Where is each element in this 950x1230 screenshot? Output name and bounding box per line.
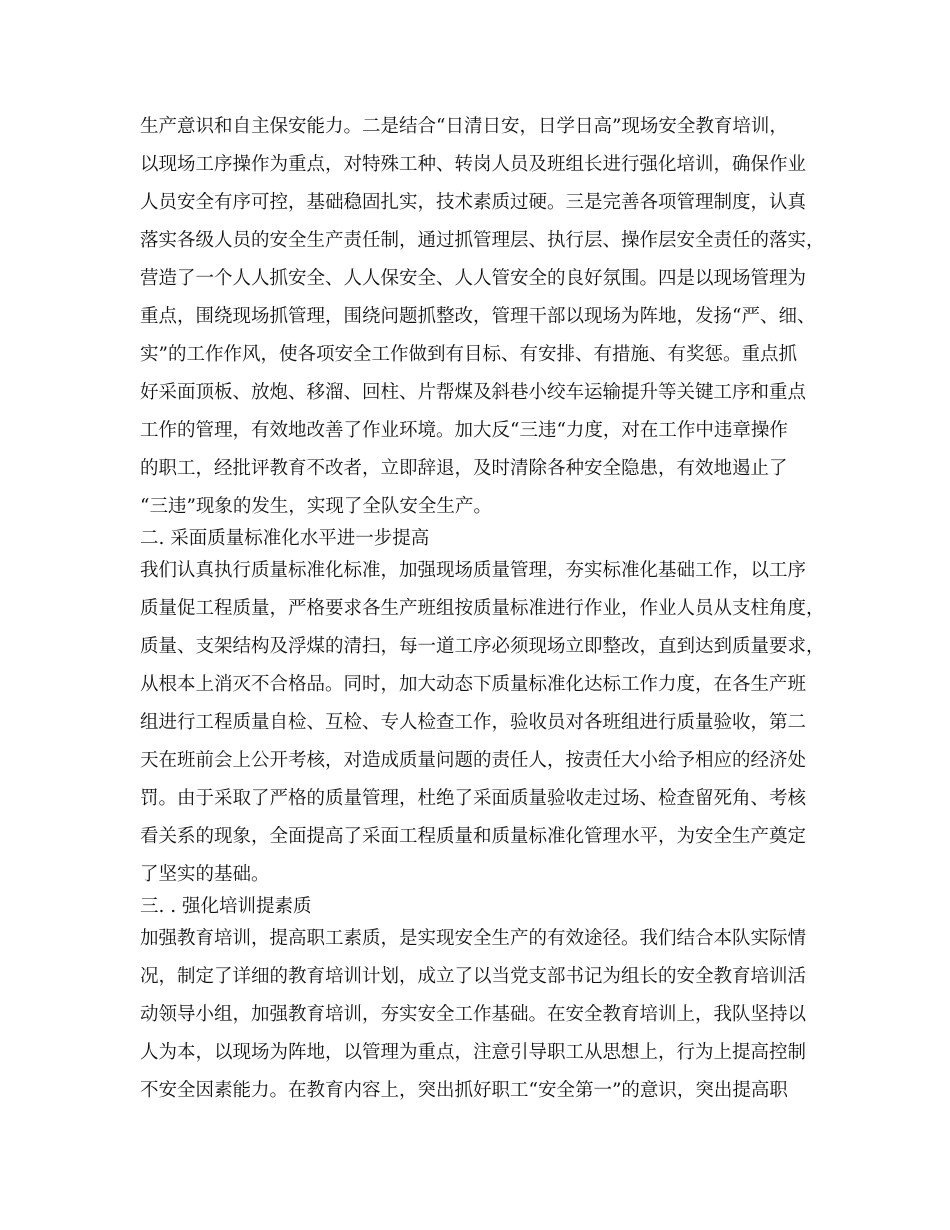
text-line: 重点，围绕现场抓管理，围绕问题抓整改，管理干部以现场为阵地，发扬“严、细、	[140, 306, 816, 327]
text-line: 看关系的现象，全面提高了采面工程质量和质量标准化管理水平，为安全生产奠定	[140, 826, 807, 847]
text-line: 罚。由于采取了严格的质量管理，杜绝了采面质量验收走过场、检查留死角、考核	[140, 788, 807, 809]
text-line: 不安全因素能力。在教育内容上，突出抓好职工“安全第一”的意识，突出提高职	[140, 1080, 788, 1101]
text-line: 工作的管理，有效地改善了作业环境。加大反“三违“力度，对在工作中违章操作	[140, 420, 788, 441]
text-line: 实”的工作作风，使各项安全工作做到有目标、有安排、有措施、有奖惩。重点抓	[140, 344, 797, 365]
text-line: 了坚实的基础。	[140, 864, 270, 885]
text-line: 人员安全有序可控，基础稳固扎实，技术素质过硬。三是完善各项管理制度，认真	[140, 192, 807, 213]
text-line: 我们认真执行质量标准化标准，加强现场质量管理，夯实标准化基础工作，以工序	[140, 560, 807, 581]
text-line: 天在班前会上公开考核，对造成质量问题的责任人，按责任大小给予相应的经济处	[140, 750, 807, 771]
text-line: 的职工，经批评教育不改者，立即辞退，及时清除各种安全隐患，有效地遏止了	[140, 458, 788, 479]
text-line: 好采面顶板、放炮、移溜、回柱、片帮煤及斜巷小绞车运输提升等关键工序和重点	[140, 382, 807, 403]
section-heading: 三. . 强化培训提素质	[140, 896, 312, 917]
text-line: “三违”现象的发生，实现了全队安全生产。	[140, 496, 492, 517]
text-line: 加强教育培训，提高职工素质，是实现安全生产的有效途径。我们结合本队实际情	[140, 928, 807, 949]
text-line: 人为本，以现场为阵地，以管理为重点，注意引导职工从思想上，行为上提高控制	[140, 1042, 807, 1063]
text-line: 生产意识和自主保安能力。二是结合“日清日安，日学日高”现场安全教育培训，	[140, 116, 788, 137]
section-heading: 二. 采面质量标准化水平进一步提高	[140, 528, 430, 549]
text-line: 落实各级人员的安全生产责任制，通过抓管理层、执行层、操作层安全责任的落实，	[140, 230, 825, 251]
text-line: 质量促工程质量，严格要求各生产班组按质量标准进行作业，作业人员从支柱角度，	[140, 598, 825, 619]
text-line: 以现场工序操作为重点，对特殊工种、转岗人员及班组长进行强化培训，确保作业	[140, 154, 807, 175]
text-line: 营造了一个人人抓安全、人人保安全、人人管安全的良好氛围。四是以现场管理为	[140, 268, 807, 289]
text-line: 从根本上消灭不合格品。同时，加大动态下质量标准化达标工作力度，在各生产班	[140, 674, 807, 695]
text-line: 组进行工程质量自检、互检、专人检查工作，验收员对各班组进行质量验收，第二	[140, 712, 807, 733]
text-line: 质量、支架结构及浮煤的清扫，每一道工序必须现场立即整改，直到达到质量要求，	[140, 636, 825, 657]
text-line: 动领导小组，加强教育培训，夯实安全工作基础。在安全教育培训上，我队坚持以	[140, 1004, 807, 1025]
text-line: 况，制定了详细的教育培训计划，成立了以当党支部书记为组长的安全教育培训活	[140, 966, 807, 987]
